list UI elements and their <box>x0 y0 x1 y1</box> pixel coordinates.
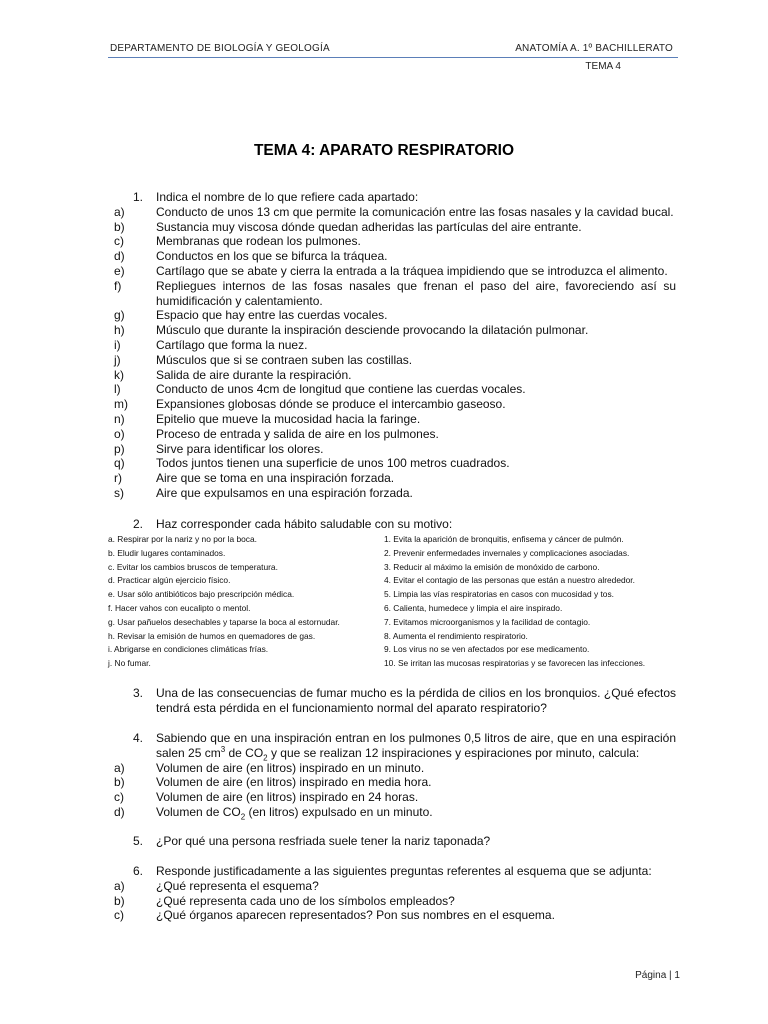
question-5-prompt <box>108 834 676 849</box>
item-text: ¿Qué representa cada uno de los símbolos empleados? <box>156 893 455 908</box>
item-text: Expansiones globosas dónde se produce el intercambio gaseoso. <box>156 397 506 412</box>
question-4-item-d: d) Volumen de $CO_2$ (en litros) expulsado en un minuto. <box>114 804 433 822</box>
item-text: Aire que se toma en una inspiración forzada. <box>156 471 395 486</box>
item-letter: q) <box>114 456 125 471</box>
question-text: Responde justificadamente a las siguientes preguntas referentes al esquema que se adjunta: <box>156 864 652 878</box>
question-6-items <box>108 879 676 923</box>
question-6 <box>108 864 676 923</box>
item-letter: p) <box>114 441 125 456</box>
habit-item: e. Usar sólo antibióticos bajo prescripción médica. <box>108 589 295 600</box>
item-text: ¿Qué representa el esquema? <box>156 878 319 893</box>
item-letter: k) <box>114 367 124 382</box>
list-item <box>108 412 676 427</box>
question-number: 3. <box>133 686 144 700</box>
item-text: ¿Qué órganos aparecen representados? Pon sus nombres en el esquema. <box>156 908 555 923</box>
reason-item: 2. Prevenir enfermedades invernales y complicaciones asociadas. <box>384 547 630 558</box>
reason-item: 6. Calienta, humedece y limpia el aire inspirado. <box>384 602 563 613</box>
item-letter: a) <box>114 204 125 219</box>
habit-item: a. Respirar por la nariz y no por la boca. <box>108 534 257 544</box>
list-item <box>108 442 676 457</box>
reason-item: 9. Los virus no se ven afectados por ese medicamento. <box>384 644 590 655</box>
item-letter: c) <box>114 234 124 249</box>
list-item <box>108 761 676 776</box>
item-letter: b) <box>114 775 125 790</box>
question-text: ¿Por qué una persona resfriada suele tener la nariz taponada? <box>156 834 491 848</box>
list-item <box>108 264 676 279</box>
habit-item: g. Usar pañuelos desechables y taparse la boca al estornudar. <box>108 616 340 627</box>
question-number: 6. <box>133 864 144 878</box>
question-3-prompt <box>108 686 676 716</box>
habit-item: j. No fumar. <box>108 658 151 669</box>
question-number: 5. <box>133 834 144 848</box>
habit-item: c. Evitar los cambios bruscos de temperatura. <box>108 561 278 572</box>
item-text: Cartílago que se abate y cierra la entrada a la tráquea impidiendo que se introduzca el alimento. <box>156 263 668 278</box>
header-course: ANATOMÍA A. 1º BACHILLERATO <box>515 43 673 54</box>
list-item <box>108 908 676 923</box>
item-letter: o) <box>114 426 125 441</box>
question-number: 4. <box>133 731 144 745</box>
question-text: Indica el nombre de lo que refiere cada apartado: <box>156 190 419 204</box>
reason-item: 1. Evita la aparición de bronquitis, enfisema y cáncer de pulmón. <box>384 534 624 544</box>
reason-item: 5. Limpia las vías respiratorias en casos con mucosidad y tos. <box>384 589 614 600</box>
list-item <box>108 879 676 894</box>
item-text: Epitelio que mueve la mucosidad hacia la faringe. <box>156 411 421 426</box>
page-number: Página | 1 <box>635 970 680 981</box>
list-item <box>108 234 676 249</box>
list-item <box>108 894 676 909</box>
item-text: Salida de aire durante la respiración. <box>156 367 352 382</box>
item-letter: c) <box>114 790 124 805</box>
list-item <box>108 338 676 353</box>
item-letter: j) <box>114 352 121 367</box>
reason-item: 10. Se irritan las mucosas respiratorias y se favorecen las infecciones. <box>384 658 646 669</box>
item-letter: h) <box>114 323 125 338</box>
list-item <box>108 368 676 383</box>
item-text: Conducto de unos 13 cm que permite la comunicación entre las fosas nasales y la cavidad bucal. <box>156 204 674 219</box>
habit-item: i. Abrigarse en condiciones climáticas frías. <box>108 644 269 655</box>
item-letter: i) <box>114 337 121 352</box>
question-1 <box>108 190 676 501</box>
question-4 <box>108 731 676 820</box>
header-department: DEPARTAMENTO DE BIOLOGÍA Y GEOLOGÍA <box>110 43 330 54</box>
item-text: Conducto de unos 4cm de longitud que contiene las cuerdas vocales. <box>156 382 526 397</box>
question-4-items <box>108 761 676 805</box>
item-letter: s) <box>114 485 124 500</box>
list-item <box>108 220 676 235</box>
reasons-column <box>384 533 684 671</box>
item-letter: n) <box>114 411 125 426</box>
question-number: 1. <box>133 190 144 204</box>
item-letter: a) <box>114 760 125 775</box>
item-text: Músculos que si se contraen suben las costillas. <box>156 352 413 367</box>
habit-item: f. Hacer vahos con eucalipto o mentol. <box>108 602 251 613</box>
item-text: Todos juntos tienen una superficie de unos 100 metros cuadrados. <box>156 456 510 471</box>
reason-item: 7. Evitamos microorganismos y la facilidad de contagio. <box>384 616 591 627</box>
item-letter: a) <box>114 878 125 893</box>
question-6-prompt <box>108 864 676 879</box>
item-letter: b) <box>114 893 125 908</box>
list-item <box>108 279 676 309</box>
item-text: Volumen de aire (en litros) inspirado en 24 horas. <box>156 790 419 805</box>
item-text: Membranas que rodean los pulmones. <box>156 234 361 249</box>
reason-item: 3. Reducir al máximo la emisión de monóxido de carbono. <box>384 561 600 572</box>
question-2 <box>108 517 676 532</box>
question-text: Una de las consecuencias de fumar mucho es la pérdida de cilios en los bronquios. ¿Qué efectos tendrá esta pérdida en el funcionamiento normal del aparato respiratorio? <box>156 686 676 715</box>
item-text: Conductos en los que se bifurca la tráquea. <box>156 249 388 264</box>
item-text: Espacio que hay entre las cuerdas vocales. <box>156 308 388 323</box>
header-divider <box>108 57 678 58</box>
item-letter: d) <box>114 249 125 264</box>
list-item <box>108 249 676 264</box>
list-item <box>108 397 676 412</box>
question-text: Sabiendo que en una inspiración entran en los pulmones 0,5 litros de aire, que en una espiración salen 25 $cm^3$ de $CO_2$ y que se realizan 12 inspiraciones y espiraciones por minuto, calcula: <box>156 731 676 763</box>
item-letter: e) <box>114 263 125 278</box>
habit-item: d. Practicar algún ejercicio físico. <box>108 575 231 586</box>
item-text: Volumen de aire (en litros) inspirado en media hora. <box>156 775 432 790</box>
question-text: Haz corresponder cada hábito saludable con su motivo: <box>156 517 453 531</box>
list-item <box>108 353 676 368</box>
question-4-prompt <box>108 731 676 761</box>
reason-item: 4. Evitar el contagio de las personas que están a nuestro alrededor. <box>384 575 635 586</box>
page-title: TEMA 4: APARATO RESPIRATORIO <box>253 142 515 159</box>
list-item <box>108 456 676 471</box>
habits-column <box>108 533 380 671</box>
item-text: Cartílago que forma la nuez. <box>156 337 308 352</box>
item-letter: g) <box>114 308 125 323</box>
item-letter: c) <box>114 908 124 923</box>
item-letter: m) <box>114 397 128 412</box>
list-item <box>108 471 676 486</box>
item-letter: b) <box>114 219 125 234</box>
item-text: Músculo que durante la inspiración desciende provocando la dilatación pulmonar. <box>156 323 589 338</box>
habit-item: h. Revisar la emisión de humos en quemadores de gas. <box>108 630 316 641</box>
item-text: Volumen de aire (en litros) inspirado en un minuto. <box>156 760 425 775</box>
reason-item: 8. Aumenta el rendimiento respiratorio. <box>384 630 528 641</box>
item-text: Sirve para identificar los olores. <box>156 441 324 456</box>
item-letter: f) <box>114 278 122 293</box>
habit-item: b. Eludir lugares contaminados. <box>108 547 226 558</box>
question-number: 2. <box>133 517 144 531</box>
list-item <box>108 775 676 790</box>
question-1-prompt <box>108 190 676 205</box>
item-text: Proceso de entrada y salida de aire en los pulmones. <box>156 426 439 441</box>
item-text: Repliegues internos de las fosas nasales que frenan el paso del aire, favoreciendo así su humidificación y calentamiento. <box>156 278 676 308</box>
question-5 <box>108 834 676 849</box>
list-item <box>108 427 676 442</box>
list-item <box>108 205 676 220</box>
item-text: Sustancia muy viscosa dónde quedan adheridas las partículas del aire entrante. <box>156 219 582 234</box>
list-item <box>108 790 676 805</box>
question-1-items <box>108 205 676 501</box>
question-2-prompt <box>108 517 676 532</box>
item-letter: r) <box>114 471 122 486</box>
item-text: Aire que expulsamos en una espiración forzada. <box>156 485 413 500</box>
list-item <box>108 486 676 501</box>
list-item <box>108 308 676 323</box>
item-letter: l) <box>114 382 121 397</box>
header-tema: TEMA 4 <box>585 61 621 72</box>
question-3 <box>108 686 676 716</box>
list-item <box>108 323 676 338</box>
list-item <box>108 382 676 397</box>
